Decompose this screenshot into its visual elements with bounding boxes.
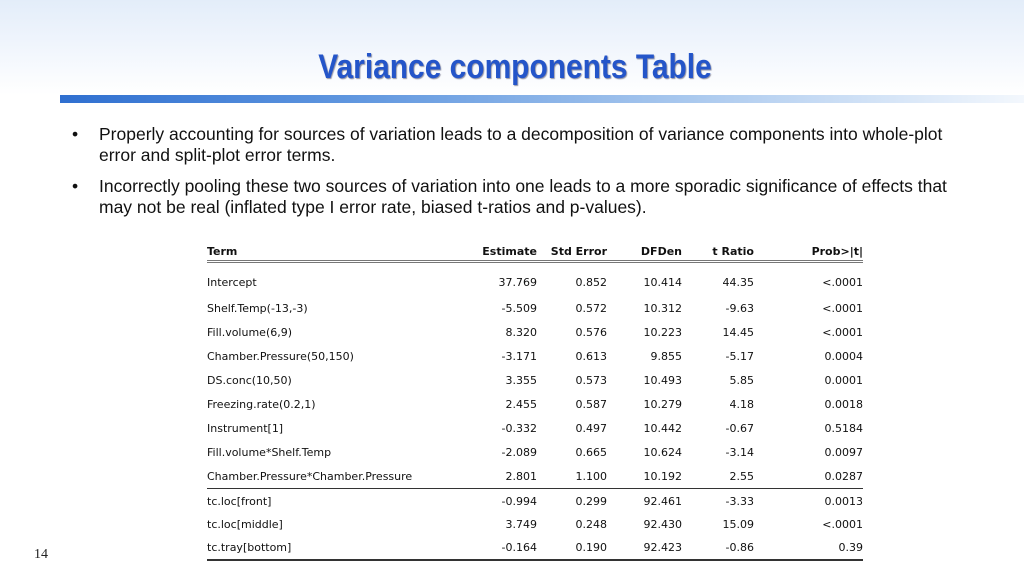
cell-t-ratio: 4.18 [729, 398, 754, 411]
cell-estimate: 2.455 [505, 398, 537, 411]
cell-term: Instrument[1] [207, 421, 284, 435]
page-number: 14 [34, 547, 48, 562]
header-estimate: Estimate [452, 240, 537, 262]
cell-term: Chamber.Pressure*Chamber.Pressure [207, 464, 452, 488]
table-row [207, 393, 863, 417]
cell-t-ratio: -3.14 [725, 445, 754, 459]
cell-dfden: 10.624 [643, 445, 682, 459]
cell-prob: 0.0001 [824, 374, 863, 388]
cell-t-ratio: -9.63 [725, 302, 754, 316]
cell-std-error: 0.248 [575, 518, 607, 532]
cell-t-ratio: 14.45 [722, 326, 754, 340]
header-std-error: Std Error [537, 240, 607, 262]
bullet-list [70, 124, 970, 228]
bullet-marker: • [72, 176, 79, 196]
cell-term: Freezing.rate(0.2,1) [207, 398, 316, 411]
bullet-marker: • [72, 124, 79, 144]
cell-term: Fill.volume(6,9) [207, 326, 293, 340]
cell-estimate: 8.320 [505, 326, 537, 340]
cell-t-ratio: -5.17 [725, 350, 754, 364]
table-row [207, 321, 863, 345]
bullet-text: Properly accounting for sources of variation leads to a decomposition of variance components into whole-plot error and split-plot error terms. [99, 124, 943, 165]
bullet-item [70, 124, 970, 166]
cell-prob: 0.0013 [824, 494, 863, 508]
cell-term: Shelf.Temp(-13,-3) [207, 302, 308, 316]
cell-dfden: 10.442 [643, 421, 682, 435]
cell-dfden: 92.430 [643, 518, 682, 532]
table-row [207, 345, 863, 369]
cell-prob: 0.0287 [754, 464, 863, 488]
cell-term: DS.conc(10,50) [207, 374, 292, 388]
slide-title: Variance components Table [318, 48, 712, 86]
cell-prob: 0.0004 [824, 350, 863, 364]
cell-estimate: 2.801 [452, 464, 537, 488]
table-row [207, 416, 863, 440]
cell-t-ratio: 2.55 [682, 464, 754, 488]
title-underline [60, 95, 1024, 103]
cell-estimate: -0.994 [501, 494, 537, 508]
cell-t-ratio: 44.35 [722, 275, 754, 289]
cell-std-error: 0.572 [575, 302, 607, 316]
cell-prob: <.0001 [822, 518, 863, 532]
cell-term: Intercept [207, 275, 257, 289]
cell-term: Fill.volume*Shelf.Temp [207, 445, 332, 459]
cell-dfden: 9.855 [650, 350, 682, 364]
cell-estimate: -0.332 [501, 421, 537, 435]
cell-t-ratio: 5.85 [729, 374, 754, 388]
table-row [207, 297, 863, 321]
bullet-item [70, 176, 970, 218]
cell-std-error: 0.665 [575, 445, 607, 459]
cell-t-ratio: -0.86 [682, 537, 754, 560]
cell-estimate: -5.509 [501, 302, 537, 316]
cell-prob: <.0001 [822, 326, 863, 340]
cell-term: tc.loc[middle] [207, 518, 283, 532]
cell-t-ratio: -0.67 [725, 421, 754, 435]
table-row [207, 513, 863, 537]
table-row [207, 262, 863, 298]
cell-estimate: -3.171 [501, 350, 537, 364]
cell-std-error: 0.497 [575, 421, 607, 435]
cell-prob: <.0001 [822, 275, 863, 289]
bullet-text: Incorrectly pooling these two sources of variation into one leads to a more sporadic significance of effects that may not be real (inflated type I error rate, biased t-ratios and p-values). [99, 176, 947, 217]
cell-std-error: 0.576 [575, 326, 607, 340]
cell-prob: 0.0018 [824, 398, 863, 411]
header-t-ratio: t Ratio [682, 240, 754, 262]
cell-std-error: 0.573 [575, 374, 607, 388]
cell-dfden: 92.423 [607, 537, 682, 560]
header-prob: Prob>|t| [754, 240, 863, 262]
cell-estimate: 3.749 [505, 518, 537, 532]
variance-components-table-container [207, 240, 863, 561]
variance-components-table [207, 240, 863, 561]
cell-prob: <.0001 [822, 302, 863, 316]
table-row [207, 464, 863, 488]
table-row [207, 537, 863, 560]
table-row [207, 489, 863, 513]
cell-std-error: 0.613 [575, 350, 607, 364]
cell-t-ratio: 15.09 [722, 518, 754, 532]
header-term: Term [207, 240, 452, 262]
cell-term: tc.loc[front] [207, 494, 272, 508]
cell-dfden: 10.493 [643, 374, 682, 388]
cell-term: tc.tray[bottom] [207, 537, 452, 560]
cell-prob: 0.5184 [824, 421, 863, 435]
cell-estimate: 37.769 [498, 275, 537, 289]
cell-dfden: 10.312 [643, 302, 682, 316]
cell-dfden: 10.192 [607, 464, 682, 488]
cell-std-error: 0.299 [575, 494, 607, 508]
cell-dfden: 92.461 [643, 494, 682, 508]
cell-dfden: 10.279 [643, 398, 682, 411]
cell-prob: 0.39 [754, 537, 863, 560]
cell-dfden: 10.223 [643, 326, 682, 340]
cell-prob: 0.0097 [824, 445, 863, 459]
cell-std-error: 0.852 [575, 275, 607, 289]
table-row [207, 369, 863, 393]
cell-std-error: 0.190 [537, 537, 607, 560]
cell-estimate: -2.089 [501, 445, 537, 459]
cell-dfden: 10.414 [643, 275, 682, 289]
cell-term: Chamber.Pressure(50,150) [207, 350, 354, 364]
cell-estimate: -0.164 [452, 537, 537, 560]
cell-std-error: 0.587 [575, 398, 607, 411]
table-row [207, 440, 863, 464]
header-dfden: DFDen [607, 240, 682, 262]
cell-t-ratio: -3.33 [725, 494, 754, 508]
table-header-row [207, 240, 863, 262]
cell-std-error: 1.100 [537, 464, 607, 488]
cell-estimate: 3.355 [505, 374, 537, 388]
